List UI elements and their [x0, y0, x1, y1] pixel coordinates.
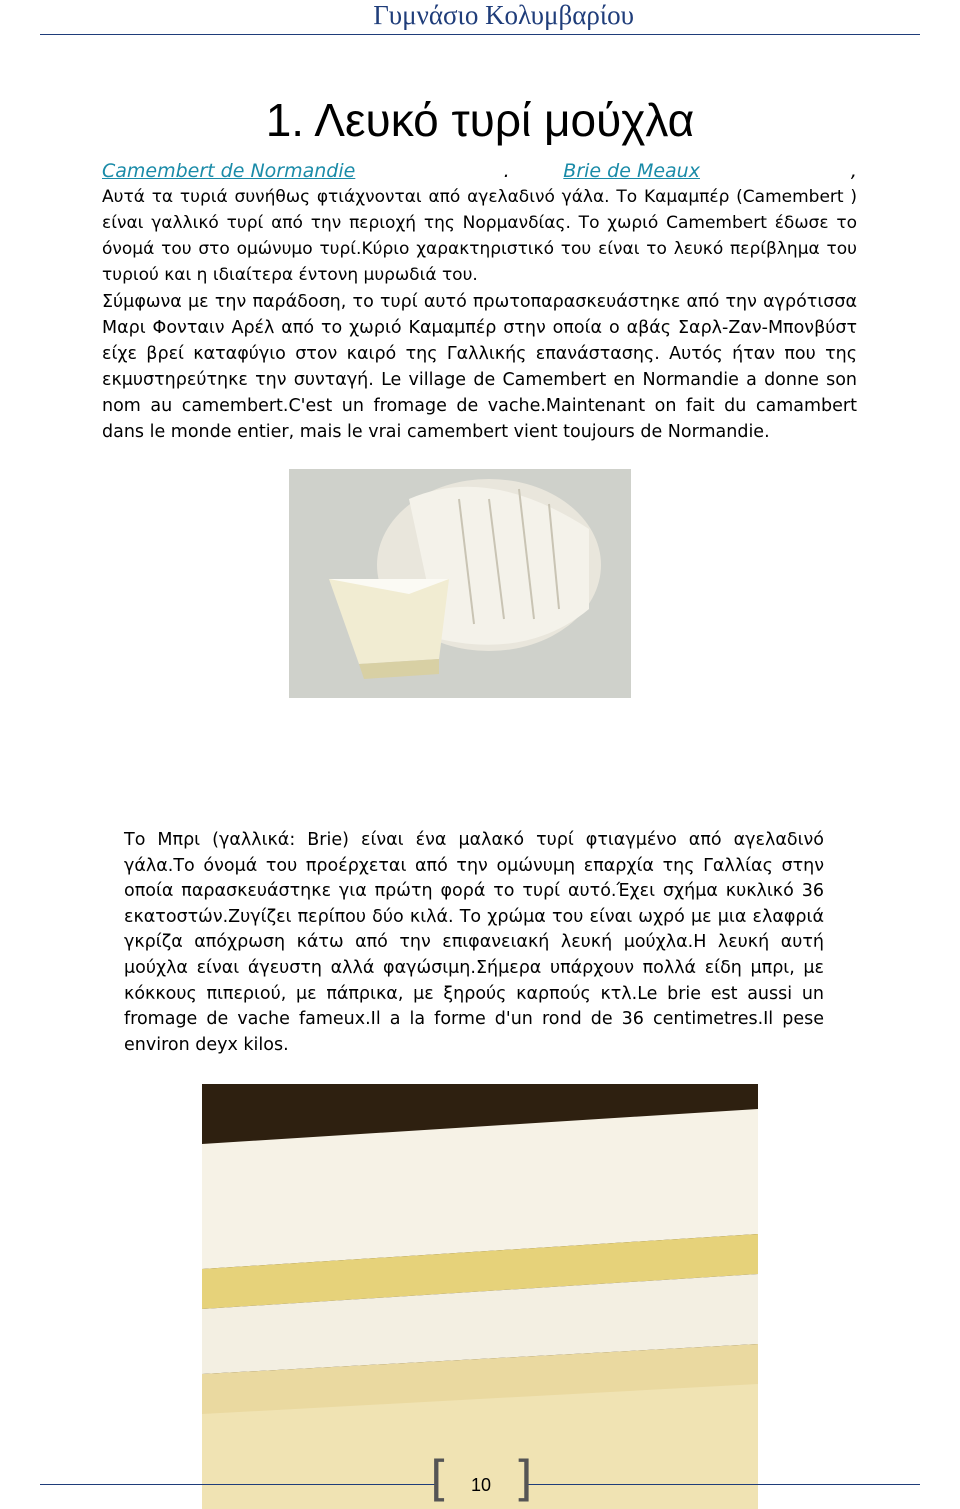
camembert-paragraph: Αυτά τα τυριά συνήθως φτιάχνονται από αγελαδινό γάλα. Το Καμαμπέρ (Camembert ) είναι γαλλικό τυρί από την περιοχή της Νορμανδίας. Το χωριό Camembert έδωσε το όνομά του στο ομώνυμο τυρί.Κύριο χαρακτηριστικό του είναι το λευκό περίβλημα του τυριού και η ιδιαίτερα έντονη μυρωδιά του.: [102, 187, 857, 285]
camembert-history-paragraph: Σύμφωνα με την παράδοση, το τυρί αυτό πρωτοπαρασκευάστηκε από την αγρότισσα Μαρι Φονταιν Αρέλ από το χωριό Καμαμπέρ στην οποία ο αβάς Σαρλ-Ζαν-Μπονβύστ είχε βρεί καταφύγιο στον καιρό της Γαλλικής επανάστασης. Αυτός ήταν που της εκμυστηρεύτηκε την συνταγή. Le village de Camembert en Normandie a donne son nom au camembert.C'est un fromage de vache.Maintenant on fait du camambert dans le monde entier, mais le vrai camembert vient toujours de Normandie.: [102, 292, 857, 442]
cheese-links: [102, 158, 857, 184]
camembert-illustration: [289, 469, 631, 698]
page-number: 10: [470, 1475, 492, 1495]
footer-rule-right: [526, 1484, 920, 1485]
camembert-link[interactable]: Camembert de Normandie: [102, 160, 356, 182]
left-brace-icon: [: [430, 1451, 449, 1507]
header-rule: [40, 34, 920, 35]
right-brace-icon: ]: [514, 1451, 533, 1507]
brie-illustration: [202, 1084, 758, 1509]
link-separator: ,: [850, 160, 857, 182]
link-separator: .: [503, 160, 510, 182]
brie-paragraph: Το Μπρι (γαλλικά: Brie) είναι ένα μαλακό τυρί φτιαγμένο από αγελαδινό γάλα.Το όνομά του προέρχεται από την ομώνυμη επαρχία της Γαλλίας στην οποία παρασκευάστηκε για πρώτη φορά το τυρί αυτό.Έχει σχήμα κυκλικό 36 εκατοστών.Ζυγίζει περίπου δύο κιλά. Το χρώμα του είναι ωχρό με μια ελαφριά γκρίζα απόχρωση κάτω από την επιφανειακή λευκή μούχλα.Η λευκή αυτή μούχλα είναι άγευστη αλλά φαγώσιμη.Σήμερα υπάρχουν πολλά είδη μπρι, με κόκκους πιπεριού, με πάπρικα, με ξηρούς καρπούς κτλ.Le brie est aussi un fromage de vache fameux.Il a la forme d'un rond de 36 centimetres.Il pese environ deyx kilos.: [124, 830, 824, 1055]
brie-link[interactable]: Brie de Meaux: [563, 160, 700, 182]
section-title: 1. Λευκό τυρί μούχλα: [265, 94, 695, 146]
footer-rule-left: [40, 1484, 436, 1485]
running-header: Γυμνάσιο Κολυμβαρίου: [373, 0, 634, 30]
camembert-photo: [289, 469, 631, 698]
brie-photo: [202, 1084, 758, 1509]
